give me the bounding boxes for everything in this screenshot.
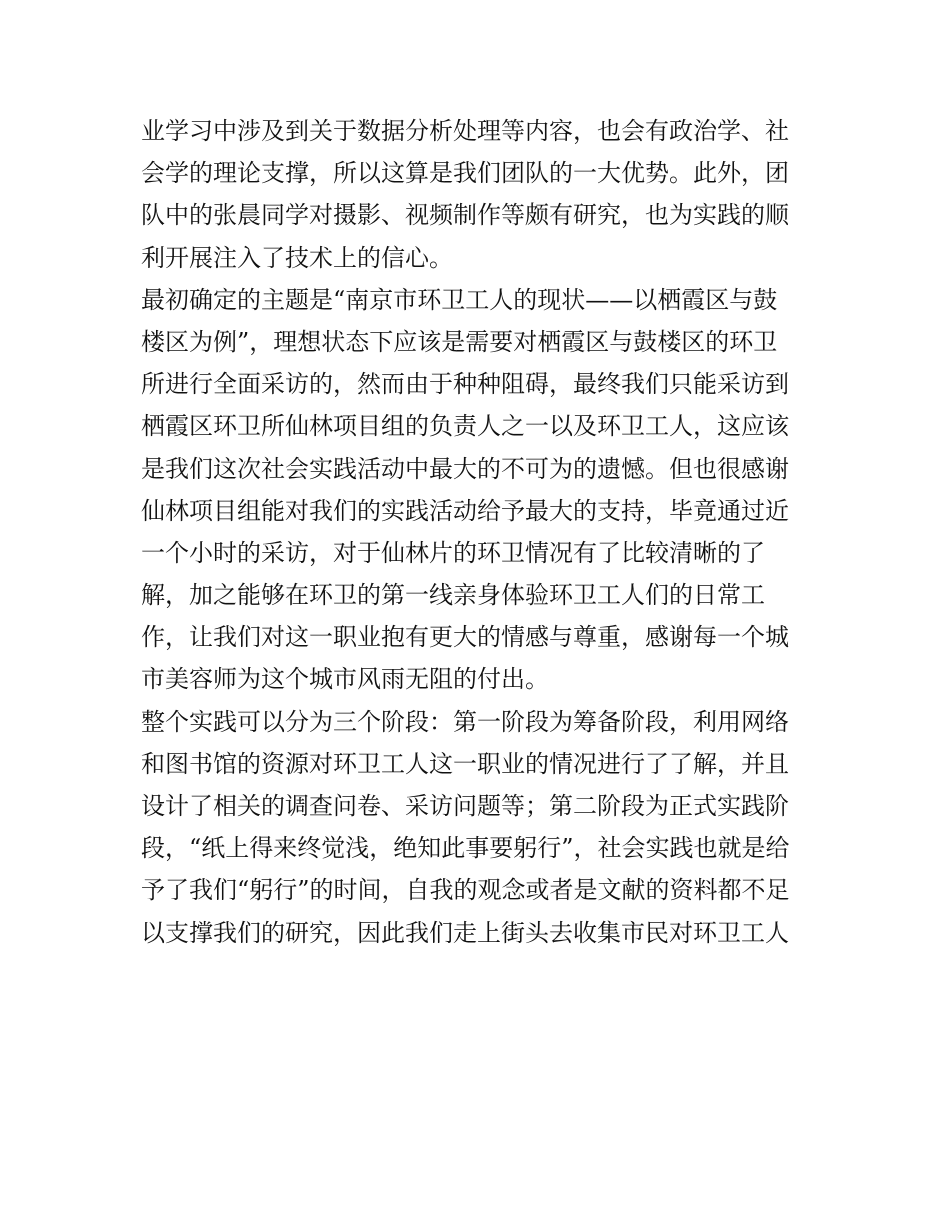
text-line: 会学的理论支撑，所以这算是我们团队的一大优势。此外，团 [141,159,789,188]
text-line: 设计了相关的调查问卷、采访问题等；第二阶段为正式实践阶 [141,792,789,820]
text-line: 以支撑我们的研究，因此我们走上街头去收集市民对环卫工人 [141,918,789,947]
text-line: 解，加之能够在环卫的第一线亲身体验环卫工人们的日常工 [141,581,765,610]
text-line: 所进行全面采访的，然而由于种种阻碍，最终我们只能采访到 [141,370,789,399]
text-line: 栖霞区环卫所仙林项目组的负责人之一以及环卫工人，这应该 [141,412,789,441]
text-line: 和图书馆的资源对环卫工人这一职业的情况进行了了解，并且 [141,749,789,778]
text-line: 一个小时的采访，对于仙林片的环卫情况有了比较清晰的了 [141,538,765,567]
text-line: 作，让我们对这一职业抱有更大的情感与尊重，感谢每一个城 [141,623,789,652]
text-line: 仙林项目组能对我们的实践活动给予最大的支持，毕竟通过近 [141,496,789,525]
text-line: 业学习中涉及到关于数据分析处理等内容，也会有政治学、社 [141,117,789,145]
text-line: 市美容师为这个城市风雨无阻的付出。 [141,665,549,694]
text-line: 段，“纸上得来终觉浅，绝知此事要躬行”，社会实践也就是给 [141,834,790,863]
body-text [141,110,821,954]
text-line: 是我们这次社会实践活动中最大的不可为的遗憾。但也很感谢 [141,454,789,483]
text-line: 最初确定的主题是“南京市环卫工人的现状——以栖霞区与鼓 [141,285,778,314]
text-line: 利开展注入了技术上的信心。 [141,243,453,272]
text-line: 楼区为例”，理想状态下应该是需要对栖霞区与鼓楼区的环卫 [141,327,778,356]
text-line: 予了我们“躬行”的时间，自我的观念或者是文献的资料都不足 [141,876,790,905]
text-line: 整个实践可以分为三个阶段：第一阶段为筹备阶段，利用网络 [141,707,789,736]
text-line: 队中的张晨同学对摄影、视频制作等颇有研究，也为实践的顺 [141,201,789,230]
